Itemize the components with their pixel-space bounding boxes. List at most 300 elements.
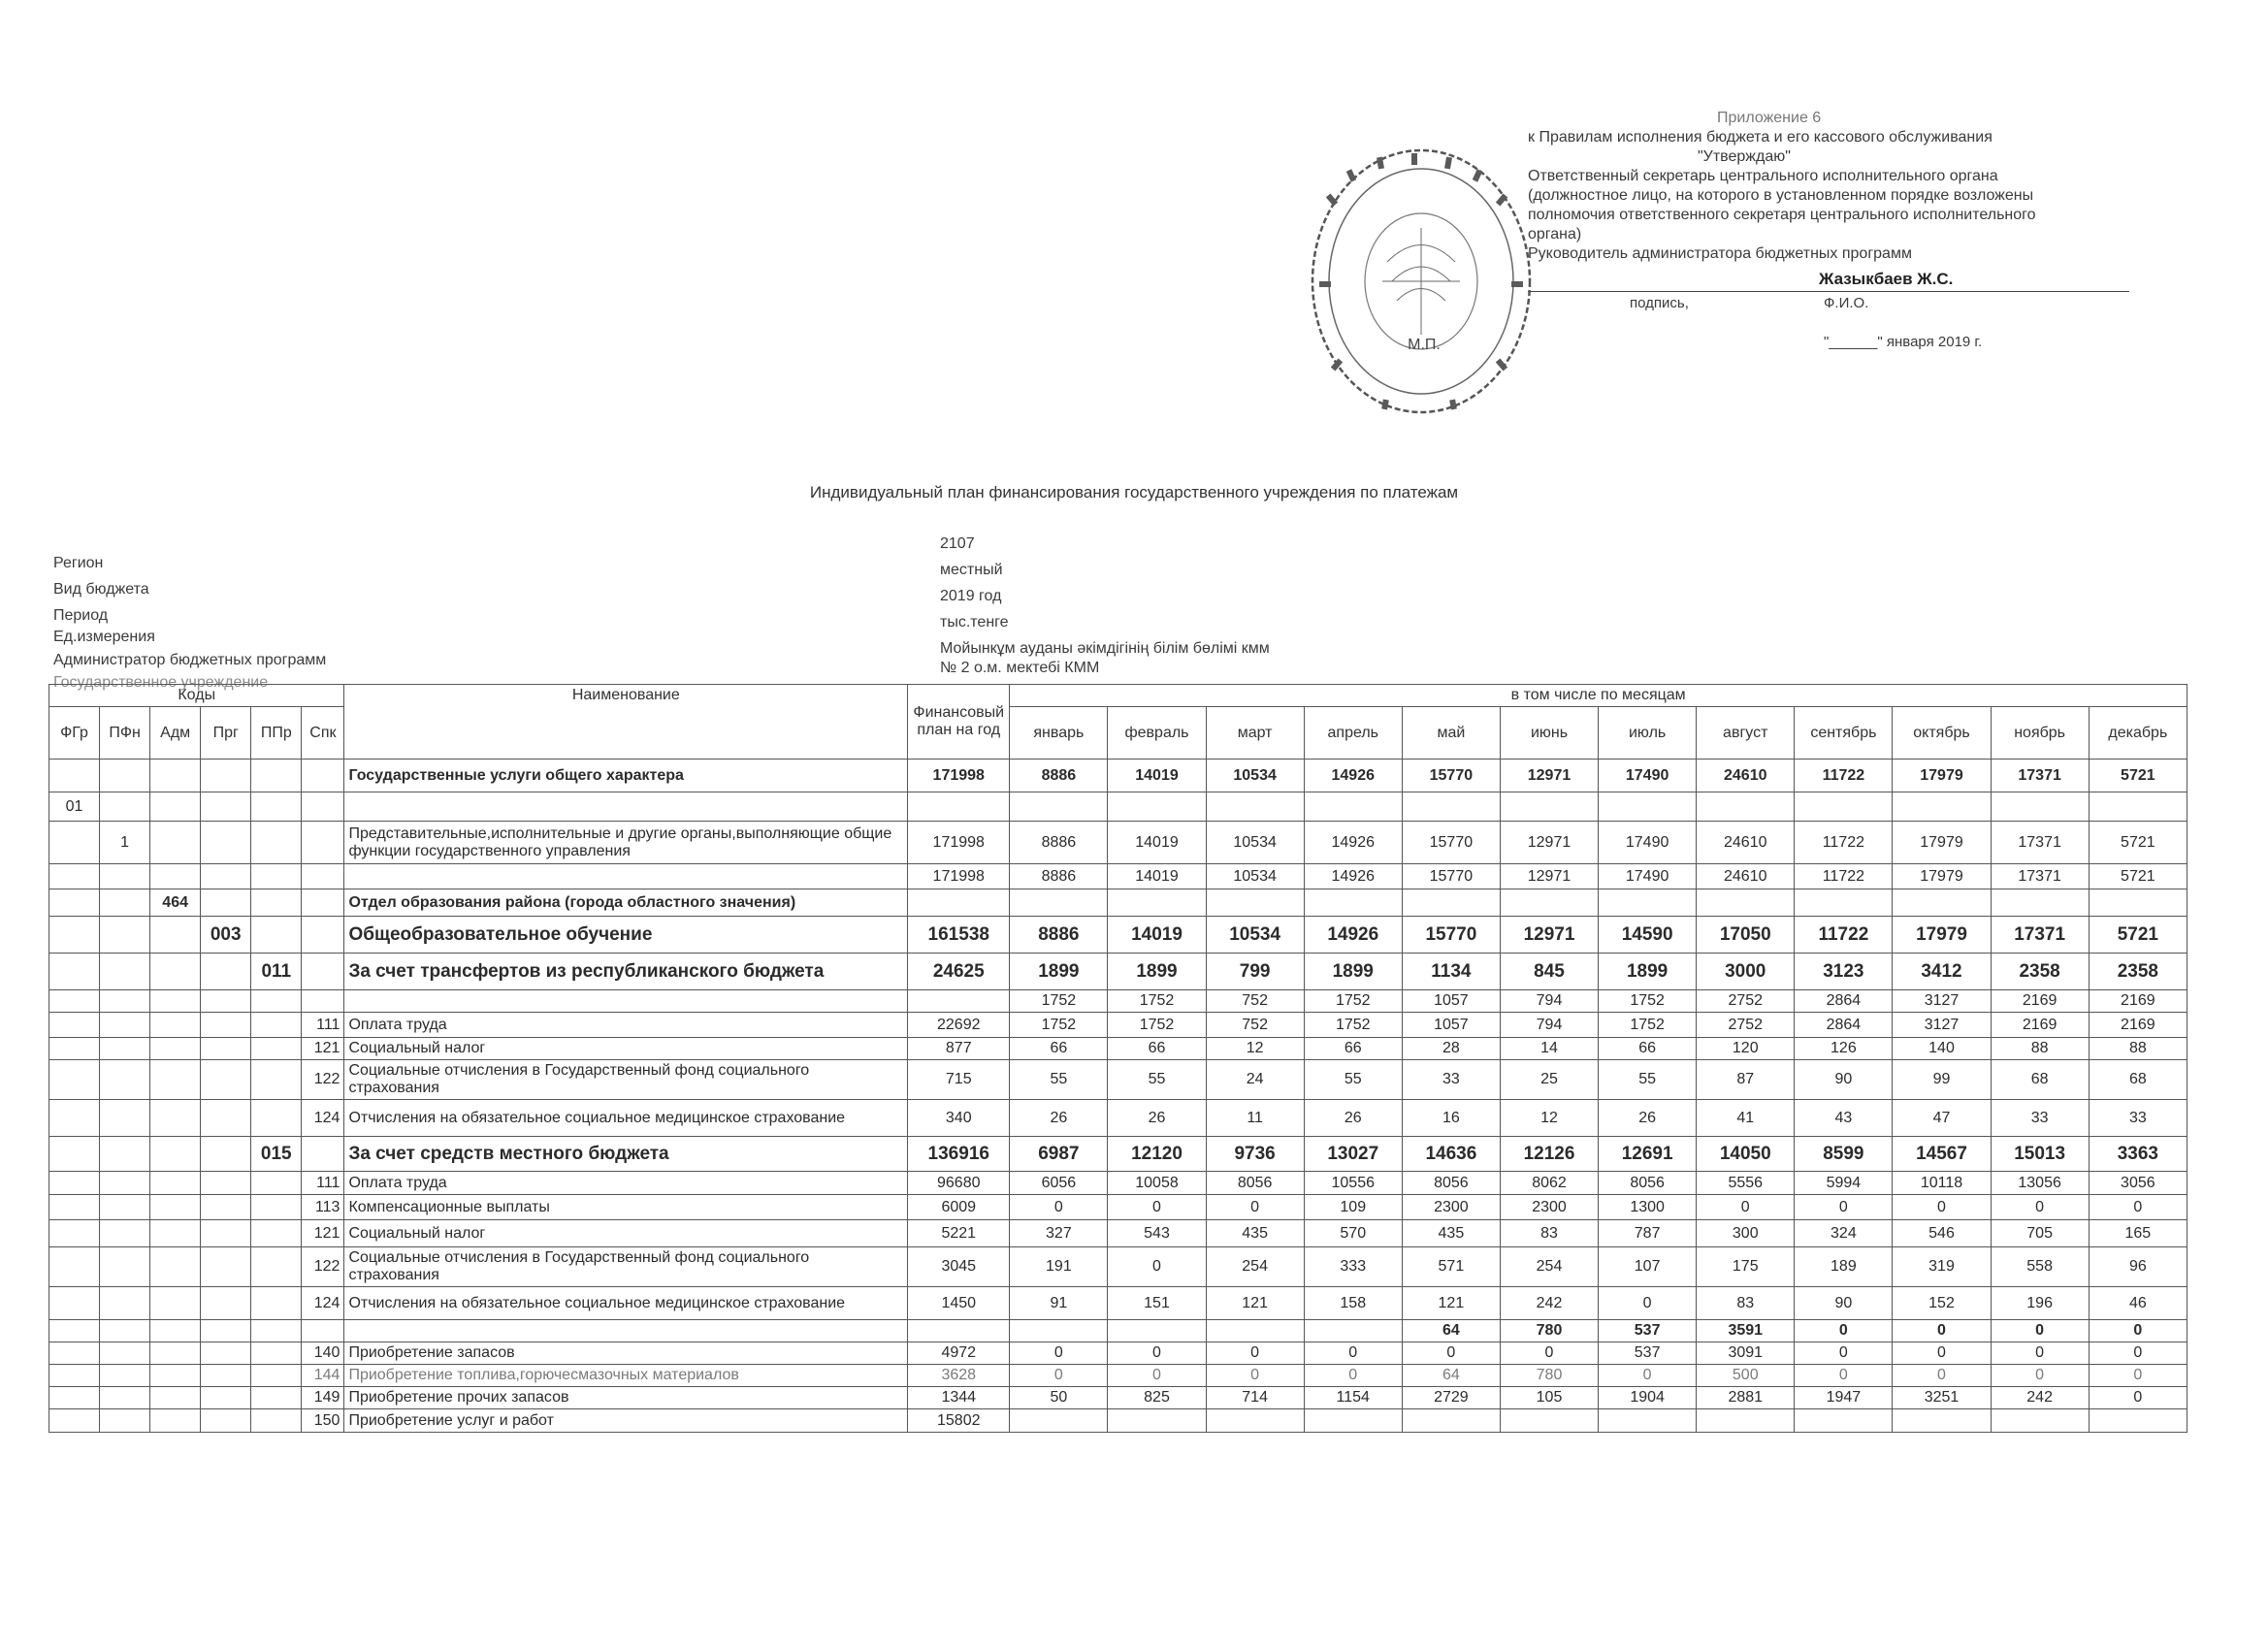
month-value-cell: 1899 <box>1010 954 1108 990</box>
month-value-cell <box>1500 889 1598 917</box>
month-value-cell: 17979 <box>1893 917 1991 954</box>
code-cell <box>150 990 201 1013</box>
approval-block <box>1528 109 2129 354</box>
month-value-cell <box>1402 792 1500 822</box>
table-row <box>49 822 2187 864</box>
month-value-cell: 6987 <box>1010 1137 1108 1172</box>
month-value-cell <box>1795 889 1893 917</box>
code-cell <box>49 1013 100 1038</box>
month-value-cell <box>1795 1409 1893 1433</box>
month-value-cell: 5994 <box>1795 1172 1893 1195</box>
month-value-cell: 1752 <box>1108 990 1206 1013</box>
signature-line <box>1528 266 2129 292</box>
annual-plan-cell: 161538 <box>908 917 1010 954</box>
code-cell <box>150 1038 201 1060</box>
code-cell <box>49 1172 100 1195</box>
month-value-cell: 500 <box>1697 1365 1795 1387</box>
month-value-cell: 15013 <box>1991 1137 2089 1172</box>
month-value-cell <box>1697 889 1795 917</box>
name-cell: Приобретение прочих запасов <box>344 1387 908 1409</box>
annual-plan-cell: 1344 <box>908 1387 1010 1409</box>
code-col-spk: Спк <box>302 707 344 760</box>
month-value-cell: 24610 <box>1697 822 1795 864</box>
table-row <box>49 1342 2187 1365</box>
code-cell: 144 <box>302 1365 344 1387</box>
code-cell <box>302 760 344 792</box>
month-header: сентябрь <box>1795 707 1893 760</box>
code-cell: 124 <box>302 1100 344 1137</box>
month-value-cell: 12971 <box>1500 864 1598 889</box>
month-value-cell: 14019 <box>1108 760 1206 792</box>
month-value-cell: 5721 <box>2089 822 2187 864</box>
month-value-cell <box>1697 792 1795 822</box>
code-cell: 149 <box>302 1387 344 1409</box>
code-cell <box>251 1342 302 1365</box>
code-cell <box>201 1287 251 1320</box>
month-value-cell: 3127 <box>1893 990 1991 1013</box>
month-header: ноябрь <box>1991 707 2089 760</box>
month-value-cell: 12126 <box>1500 1137 1598 1172</box>
month-value-cell: 1752 <box>1599 1013 1697 1038</box>
annual-plan-cell: 96680 <box>908 1172 1010 1195</box>
code-cell <box>150 864 201 889</box>
month-value-cell: 794 <box>1500 990 1598 1013</box>
table-row <box>49 1195 2187 1220</box>
code-cell <box>49 1137 100 1172</box>
approval-line-3: полномочия ответственного секретаря центрального исполнительного <box>1528 207 2036 223</box>
code-cell <box>100 1365 150 1387</box>
month-value-cell: 0 <box>1500 1342 1598 1365</box>
month-value-cell: 66 <box>1108 1038 1206 1060</box>
month-header: декабрь <box>2089 707 2187 760</box>
code-cell: 015 <box>251 1137 302 1172</box>
month-value-cell: 13056 <box>1991 1172 2089 1195</box>
code-cell <box>251 990 302 1013</box>
code-cell <box>150 1287 201 1320</box>
month-value-cell: 0 <box>2089 1365 2187 1387</box>
month-value-cell: 175 <box>1697 1247 1795 1287</box>
month-value-cell: 799 <box>1206 954 1304 990</box>
month-value-cell: 0 <box>1010 1342 1108 1365</box>
month-value-cell: 17979 <box>1893 822 1991 864</box>
code-cell: 140 <box>302 1342 344 1365</box>
month-value-cell: 435 <box>1206 1220 1304 1247</box>
month-value-cell <box>1108 792 1206 822</box>
table-row <box>49 889 2187 917</box>
code-col-prg: Прг <box>201 707 251 760</box>
code-cell: 122 <box>302 1060 344 1100</box>
code-cell <box>100 917 150 954</box>
month-value-cell <box>1108 1409 1206 1433</box>
month-value-cell <box>1304 889 1402 917</box>
month-value-cell: 15770 <box>1402 864 1500 889</box>
code-cell <box>201 954 251 990</box>
month-value-cell: 5721 <box>2089 864 2187 889</box>
month-value-cell: 14926 <box>1304 917 1402 954</box>
name-cell <box>344 1320 908 1342</box>
month-value-cell: 1899 <box>1304 954 1402 990</box>
code-cell: 113 <box>302 1195 344 1220</box>
annual-plan-cell <box>908 889 1010 917</box>
month-value-cell: 50 <box>1010 1387 1108 1409</box>
name-header: Наименование <box>344 685 908 760</box>
month-value-cell: 8056 <box>1206 1172 1304 1195</box>
month-value-cell <box>1304 1320 1402 1342</box>
month-value-cell: 0 <box>1108 1247 1206 1287</box>
month-value-cell <box>1304 792 1402 822</box>
month-value-cell: 5721 <box>2089 917 2187 954</box>
month-header: апрель <box>1304 707 1402 760</box>
annual-plan-cell: 171998 <box>908 822 1010 864</box>
code-cell <box>49 1365 100 1387</box>
month-value-cell: 0 <box>1991 1342 2089 1365</box>
approval-line-2: (должностное лицо, на которого в установленном порядке возложены <box>1528 187 2034 204</box>
code-cell <box>100 1220 150 1247</box>
month-value-cell: 13027 <box>1304 1137 1402 1172</box>
month-value-cell: 24 <box>1206 1060 1304 1100</box>
month-value-cell: 14636 <box>1402 1137 1500 1172</box>
month-value-cell: 41 <box>1697 1100 1795 1137</box>
code-cell <box>100 1195 150 1220</box>
code-cell <box>100 760 150 792</box>
month-value-cell: 0 <box>2089 1387 2187 1409</box>
name-cell: Отчисления на обязательное социальное медицинское страхование <box>344 1287 908 1320</box>
month-value-cell: 64 <box>1402 1365 1500 1387</box>
month-value-cell: 26 <box>1010 1100 1108 1137</box>
code-cell <box>49 917 100 954</box>
code-cell <box>49 1100 100 1137</box>
month-value-cell <box>1010 1320 1108 1342</box>
table-row <box>49 917 2187 954</box>
table-row <box>49 1320 2187 1342</box>
month-value-cell <box>1500 792 1598 822</box>
month-value-cell <box>1206 889 1304 917</box>
month-value-cell: 17490 <box>1599 864 1697 889</box>
code-cell: 122 <box>302 1247 344 1287</box>
month-value-cell: 1057 <box>1402 1013 1500 1038</box>
code-cell <box>150 760 201 792</box>
month-value-cell: 0 <box>1893 1342 1991 1365</box>
month-value-cell: 2169 <box>1991 990 2089 1013</box>
code-cell: 464 <box>150 889 201 917</box>
month-value-cell: 90 <box>1795 1060 1893 1100</box>
month-value-cell: 1752 <box>1010 990 1108 1013</box>
month-value-cell: 24610 <box>1697 760 1795 792</box>
code-cell <box>201 822 251 864</box>
month-value-cell: 0 <box>1893 1195 1991 1220</box>
month-value-cell: 91 <box>1010 1287 1108 1320</box>
code-cell <box>150 822 201 864</box>
name-cell: Социальные отчисления в Государственный фонд социального страхования <box>344 1247 908 1287</box>
month-value-cell: 845 <box>1500 954 1598 990</box>
month-value-cell: 12 <box>1500 1100 1598 1137</box>
table-row <box>49 1409 2187 1433</box>
month-value-cell: 17371 <box>1991 917 2089 954</box>
month-value-cell: 14567 <box>1893 1137 1991 1172</box>
table-row <box>49 1038 2187 1060</box>
month-value-cell: 8886 <box>1010 864 1108 889</box>
annual-plan-cell <box>908 1320 1010 1342</box>
month-value-cell: 0 <box>1795 1195 1893 1220</box>
code-cell <box>150 1365 201 1387</box>
code-col-fgr: ФГр <box>49 707 100 760</box>
code-cell <box>49 1060 100 1100</box>
month-value-cell: 99 <box>1893 1060 1991 1100</box>
code-cell <box>302 1320 344 1342</box>
month-value-cell: 0 <box>1795 1342 1893 1365</box>
table-row <box>49 1060 2187 1100</box>
name-cell: Отдел образования района (города областного значения) <box>344 889 908 917</box>
approval-line-5: Руководитель администратора бюджетных программ <box>1528 245 1912 262</box>
code-cell: 011 <box>251 954 302 990</box>
month-value-cell: 254 <box>1500 1247 1598 1287</box>
month-value-cell: 0 <box>1304 1365 1402 1387</box>
name-cell: Приобретение услуг и работ <box>344 1409 908 1433</box>
code-cell <box>201 1320 251 1342</box>
annual-plan-cell: 5221 <box>908 1220 1010 1247</box>
stamp-mp-label: М.П. <box>1408 337 1441 353</box>
month-value-cell: 2864 <box>1795 990 1893 1013</box>
month-value-cell: 68 <box>1991 1060 2089 1100</box>
meta-value: тыс.тенге <box>940 614 1009 630</box>
codes-header: Коды <box>49 685 344 707</box>
month-value-cell <box>1206 792 1304 822</box>
signature-caption: подпись, <box>1630 295 1689 311</box>
month-value-cell: 2752 <box>1697 1013 1795 1038</box>
meta-value: 2107 <box>940 535 975 552</box>
code-cell <box>201 1409 251 1433</box>
month-header: июль <box>1599 707 1697 760</box>
month-value-cell: 3412 <box>1893 954 1991 990</box>
code-cell <box>251 1038 302 1060</box>
month-value-cell: 3123 <box>1795 954 1893 990</box>
meta-label: Государственное учреждение <box>53 674 269 691</box>
table-row <box>49 1100 2187 1137</box>
plan-header: Финансовый план на год <box>908 685 1010 760</box>
month-value-cell: 14926 <box>1304 760 1402 792</box>
signer-name: Жазыкбаев Ж.С. <box>1819 270 1954 288</box>
month-value-cell <box>1402 1409 1500 1433</box>
month-value-cell: 787 <box>1599 1220 1697 1247</box>
month-value-cell: 0 <box>1010 1195 1108 1220</box>
month-value-cell: 242 <box>1991 1387 2089 1409</box>
code-cell <box>150 1387 201 1409</box>
month-value-cell: 10534 <box>1206 917 1304 954</box>
code-cell <box>251 1247 302 1287</box>
code-cell <box>302 889 344 917</box>
month-value-cell: 10534 <box>1206 760 1304 792</box>
month-value-cell: 17371 <box>1991 822 2089 864</box>
month-value-cell: 17979 <box>1893 760 1991 792</box>
month-value-cell: 435 <box>1402 1220 1500 1247</box>
code-cell <box>302 917 344 954</box>
code-cell <box>251 792 302 822</box>
table-row <box>49 1220 2187 1247</box>
month-value-cell <box>1206 1320 1304 1342</box>
name-cell: Представительные,исполнительные и другие органы,выполняющие общие функции государственного управления <box>344 822 908 864</box>
month-value-cell: 90 <box>1795 1287 1893 1320</box>
code-cell <box>201 864 251 889</box>
month-value-cell: 33 <box>1991 1100 2089 1137</box>
name-cell: Оплата труда <box>344 1172 908 1195</box>
month-value-cell: 5721 <box>2089 760 2187 792</box>
month-header: март <box>1206 707 1304 760</box>
code-cell <box>251 1365 302 1387</box>
table-row <box>49 954 2187 990</box>
month-value-cell <box>1304 1409 1402 1433</box>
month-value-cell: 1752 <box>1010 1013 1108 1038</box>
month-value-cell: 5556 <box>1697 1172 1795 1195</box>
month-value-cell: 319 <box>1893 1247 1991 1287</box>
month-value-cell: 705 <box>1991 1220 2089 1247</box>
month-value-cell: 12691 <box>1599 1137 1697 1172</box>
table-row <box>49 1172 2187 1195</box>
month-value-cell: 17371 <box>1991 864 2089 889</box>
month-value-cell: 14019 <box>1108 822 1206 864</box>
month-value-cell: 11722 <box>1795 822 1893 864</box>
name-cell: Приобретение запасов <box>344 1342 908 1365</box>
month-value-cell: 151 <box>1108 1287 1206 1320</box>
code-cell <box>251 1287 302 1320</box>
annual-plan-cell <box>908 990 1010 1013</box>
month-value-cell: 1154 <box>1304 1387 1402 1409</box>
approval-date-row <box>1528 315 2129 354</box>
month-value-cell: 254 <box>1206 1247 1304 1287</box>
month-value-cell: 140 <box>1893 1038 1991 1060</box>
annual-plan-cell: 24625 <box>908 954 1010 990</box>
annual-plan-cell: 4972 <box>908 1342 1010 1365</box>
month-value-cell: 83 <box>1697 1287 1795 1320</box>
code-cell: 111 <box>302 1013 344 1038</box>
name-cell <box>344 792 908 822</box>
code-cell <box>100 864 150 889</box>
month-value-cell: 14019 <box>1108 917 1206 954</box>
month-value-cell: 33 <box>1402 1060 1500 1100</box>
meta-value: местный <box>940 562 1003 578</box>
table-body <box>49 760 2187 1433</box>
month-value-cell: 12120 <box>1108 1137 1206 1172</box>
month-value-cell: 2169 <box>1991 1013 2089 1038</box>
code-cell <box>251 1172 302 1195</box>
month-value-cell: 537 <box>1599 1342 1697 1365</box>
month-value-cell: 2864 <box>1795 1013 1893 1038</box>
code-cell <box>201 1220 251 1247</box>
month-value-cell: 1899 <box>1108 954 1206 990</box>
meta-label: Администратор бюджетных программ <box>53 652 327 668</box>
month-value-cell: 1904 <box>1599 1387 1697 1409</box>
code-cell <box>251 864 302 889</box>
month-value-cell: 2881 <box>1697 1387 1795 1409</box>
code-cell <box>201 792 251 822</box>
month-value-cell: 6056 <box>1010 1172 1108 1195</box>
code-cell <box>150 1137 201 1172</box>
month-value-cell: 64 <box>1402 1320 1500 1342</box>
month-value-cell: 66 <box>1010 1038 1108 1060</box>
code-cell <box>100 1320 150 1342</box>
month-value-cell: 11722 <box>1795 864 1893 889</box>
month-value-cell: 324 <box>1795 1220 1893 1247</box>
month-value-cell: 2169 <box>2089 1013 2187 1038</box>
name-cell: Социальный налог <box>344 1220 908 1247</box>
month-value-cell: 14926 <box>1304 822 1402 864</box>
month-value-cell: 88 <box>1991 1038 2089 1060</box>
code-cell <box>100 889 150 917</box>
month-value-cell: 120 <box>1697 1038 1795 1060</box>
month-value-cell: 3091 <box>1697 1342 1795 1365</box>
month-value-cell: 1752 <box>1108 1013 1206 1038</box>
table-row <box>49 864 2187 889</box>
meta-label: Период <box>53 607 109 624</box>
code-cell <box>100 1387 150 1409</box>
code-cell: 150 <box>302 1409 344 1433</box>
code-cell <box>251 889 302 917</box>
month-value-cell: 0 <box>2089 1342 2187 1365</box>
month-value-cell: 12971 <box>1500 822 1598 864</box>
code-cell <box>150 1060 201 1100</box>
code-cell <box>150 1013 201 1038</box>
code-cell: 124 <box>302 1287 344 1320</box>
code-cell <box>150 1100 201 1137</box>
code-cell <box>201 1100 251 1137</box>
meta-label: Вид бюджета <box>53 581 149 598</box>
month-value-cell: 0 <box>1599 1287 1697 1320</box>
month-value-cell: 780 <box>1500 1320 1598 1342</box>
month-value-cell: 2358 <box>2089 954 2187 990</box>
month-value-cell: 26 <box>1108 1100 1206 1137</box>
month-value-cell: 825 <box>1108 1387 1206 1409</box>
approve-label: "Утверждаю" <box>1698 148 1791 165</box>
month-value-cell: 2729 <box>1402 1387 1500 1409</box>
month-value-cell: 33 <box>2089 1100 2187 1137</box>
month-value-cell: 17050 <box>1697 917 1795 954</box>
code-cell <box>150 1247 201 1287</box>
month-value-cell: 0 <box>1206 1342 1304 1365</box>
month-value-cell: 11722 <box>1795 917 1893 954</box>
month-value-cell: 0 <box>2089 1320 2187 1342</box>
month-value-cell: 26 <box>1304 1100 1402 1137</box>
month-value-cell: 87 <box>1697 1060 1795 1100</box>
month-value-cell <box>1599 889 1697 917</box>
code-cell <box>201 1172 251 1195</box>
month-value-cell: 10556 <box>1304 1172 1402 1195</box>
month-value-cell: 1300 <box>1599 1195 1697 1220</box>
month-value-cell: 16 <box>1402 1100 1500 1137</box>
month-value-cell: 0 <box>1599 1365 1697 1387</box>
month-value-cell <box>1893 792 1991 822</box>
code-cell <box>100 1287 150 1320</box>
month-value-cell: 1752 <box>1304 990 1402 1013</box>
month-header: июнь <box>1500 707 1598 760</box>
code-cell <box>251 1195 302 1220</box>
month-value-cell: 537 <box>1599 1320 1697 1342</box>
month-value-cell <box>1991 1409 2089 1433</box>
month-value-cell: 17371 <box>1991 760 2089 792</box>
table-row <box>49 1013 2187 1038</box>
name-cell: За счет средств местного бюджета <box>344 1137 908 1172</box>
month-value-cell: 165 <box>2089 1220 2187 1247</box>
month-value-cell: 1752 <box>1304 1013 1402 1038</box>
month-header: октябрь <box>1893 707 1991 760</box>
code-cell <box>100 1013 150 1038</box>
month-value-cell: 0 <box>1795 1320 1893 1342</box>
month-value-cell: 0 <box>2089 1195 2187 1220</box>
code-cell <box>201 1060 251 1100</box>
code-cell <box>201 889 251 917</box>
code-cell <box>201 1038 251 1060</box>
month-value-cell: 14019 <box>1108 864 1206 889</box>
name-cell: Социальный налог <box>344 1038 908 1060</box>
month-value-cell <box>1108 889 1206 917</box>
